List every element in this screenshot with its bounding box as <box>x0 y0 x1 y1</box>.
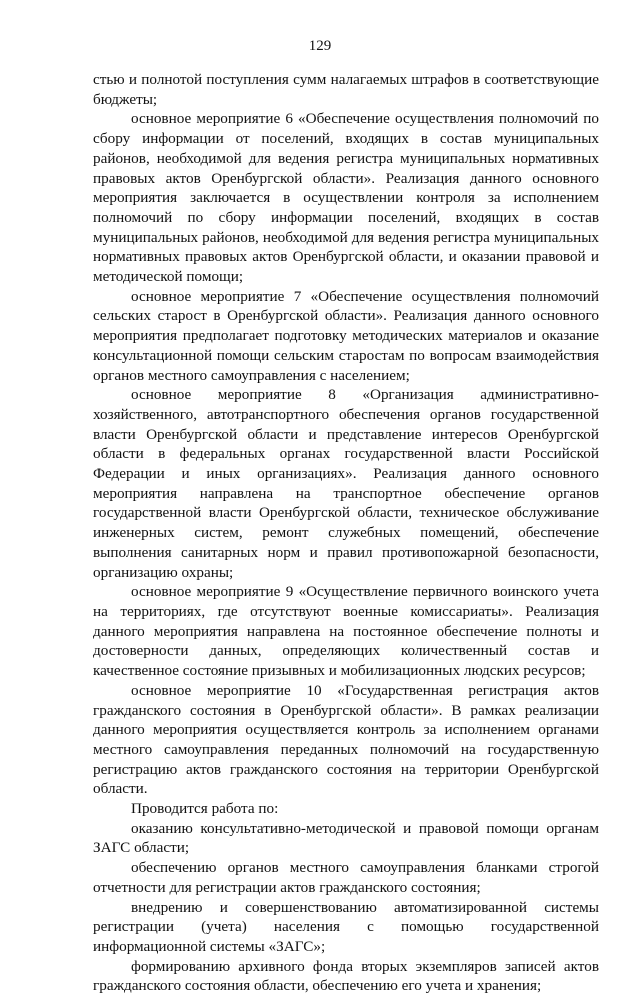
paragraph-work-item-1: оказанию консультативно-методической и правовой помощи органам ЗАГС области; <box>93 819 599 857</box>
paragraph-measure-7: основное мероприятие 7 «Обеспечение осуществления полномочий сельских старост в Оренбургской области». Реализация данного основного мероприятия предполагает подготовку методических материалов и оказание консультационной помощи сельским старостам по вопросам взаимодействия органов местного самоуправления с населением; <box>93 287 599 384</box>
paragraph-work-item-3: внедрению и совершенствованию автоматизированной системы регистрации (учета) населения с помощью государственной информационной системы «ЗАГС»; <box>93 898 599 955</box>
paragraph-measure-8: основное мероприятие 8 «Организация административно-хозяйственного, автотранспортного обеспечения органов государственной власти Оренбургской области и представление интересов Оренбургской области в федеральных органах государственной власти Российской Федерации и иных организациях». Реализация данного основного мероприятия направлена на транспортное обеспечение органов государственной власти Оренбургской области, техническое обслуживание инженерных систем, ремонт служебных помещений, обеспечение выполнения санитарных норм и правил противопожарной безопасности, организацию охраны; <box>93 386 599 581</box>
paragraph-measure-10: основное мероприятие 10 «Государственная регистрация актов гражданского состояния в Оренбургской области». В рамках реализации данного мероприятия осуществляется контроль за исполнением органами местного самоуправления переданных полномочий на государственную регистрацию актов гражданского состояния на территории Оренбургской области. <box>93 681 599 798</box>
paragraph-work-intro: Проводится работа по: <box>131 800 279 818</box>
page-number: 129 <box>308 38 332 54</box>
paragraph-continuation: стью и полнотой поступления сумм налагаемых штрафов в соответствующие бюджеты; <box>93 71 599 108</box>
paragraph-measure-9: основное мероприятие 9 «Осуществление первичного воинского учета на территориях, где отсутствуют военные комиссариаты». Реализация данного мероприятия направлена на постоянное обеспечение полноты и достоверности данных, определяющих количественный состав и качественное состояние призывных и мобилизационных людских ресурсов; <box>93 583 599 680</box>
paragraph-work-item-4: формированию архивного фонда вторых экземпляров записей актов гражданского состояния области, обеспечению его учета и хранения; <box>93 957 599 995</box>
document-body <box>93 70 599 996</box>
paragraph-measure-6: основное мероприятие 6 «Обеспечение осуществления полномочий по сбору информации от поселений, входящих в состав муниципальных районов, необходимой для ведения регистра муниципальных нормативных правовых актов Оренбургской области». Реализация данного основного мероприятия заключается в осуществлении контроля за исполнением полномочий по сбору информации поселений, входящих в состав муниципальных районов, необходимой для ведения регистра муниципальных нормативных правовых актов Оренбургской области, и оказании правовой и методической помощи; <box>93 110 599 286</box>
paragraph-work-item-2: обеспечению органов местного самоуправления бланками строгой отчетности для регистрации актов гражданского состояния; <box>93 859 599 896</box>
